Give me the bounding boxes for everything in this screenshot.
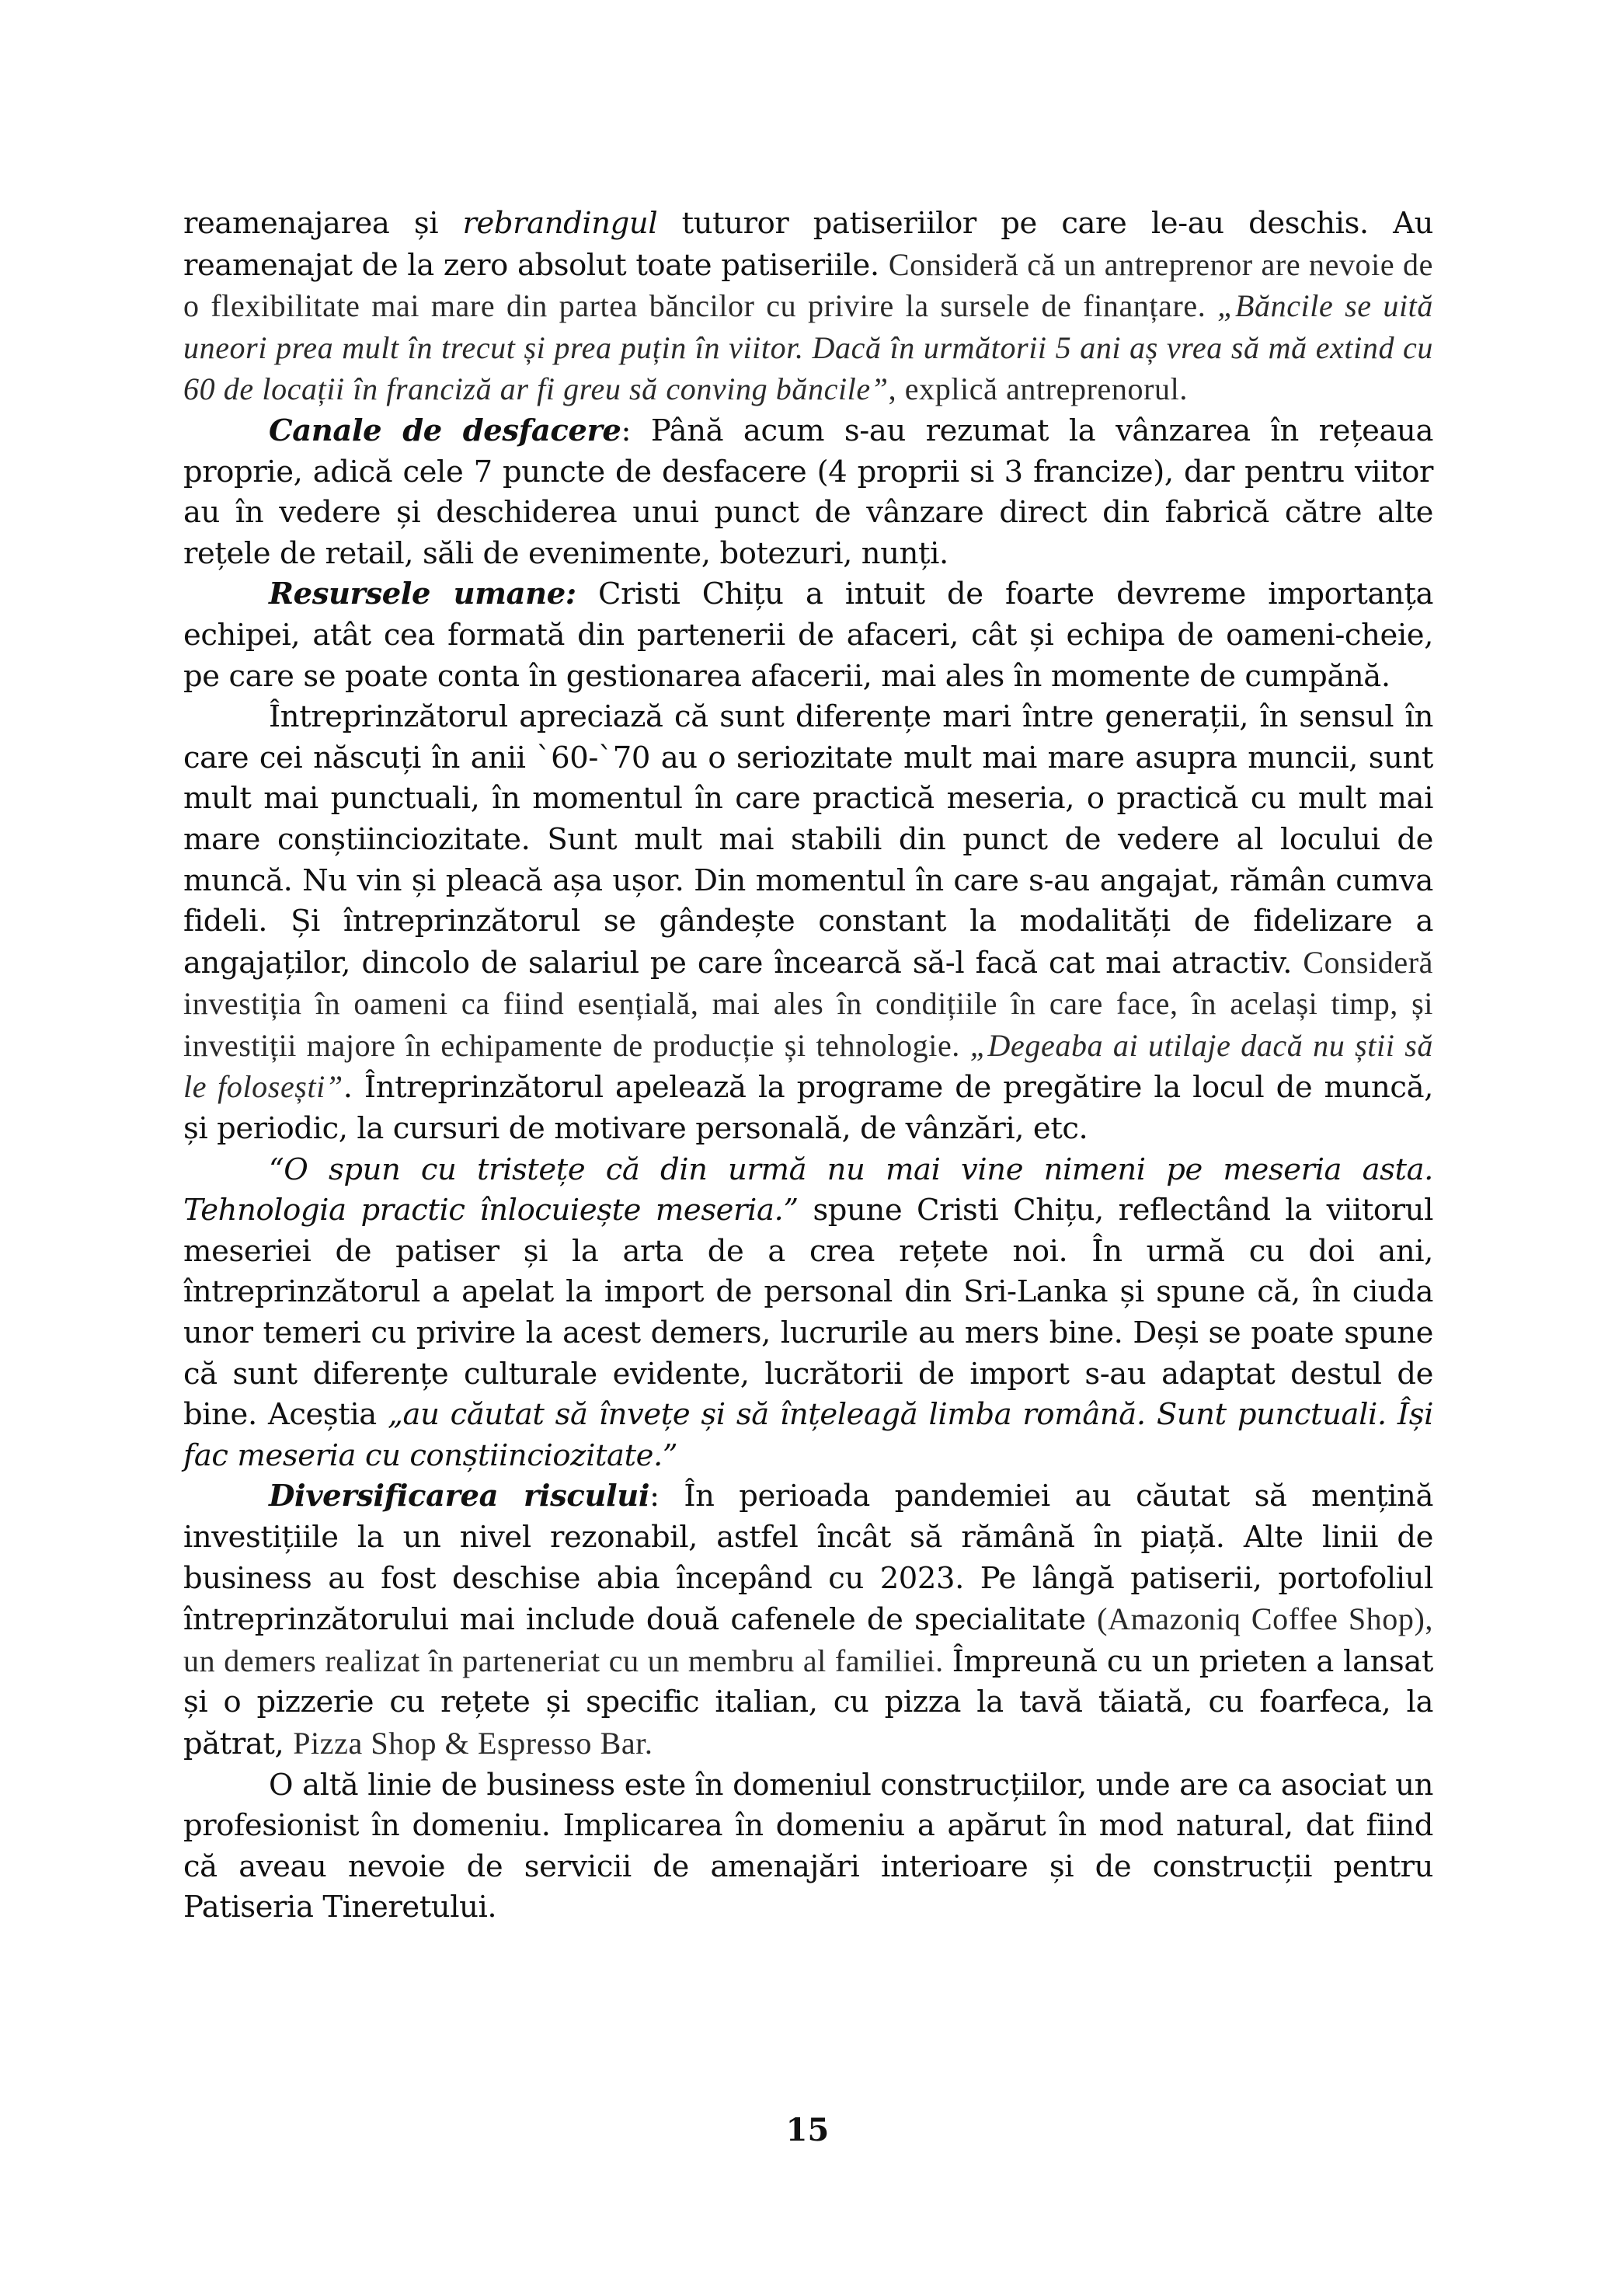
quote-equipment: „Degeaba ai utilaje dacă nu știi să le folosești”	[183, 1027, 1434, 1105]
text-run: spune Cristi Chițu, reflectând la viitorul meseriei de patiser și la arta de a crea rețete noi. În urmă cu doi ani, întreprinzătorul a apelat la import de personal din Sri-Lanka și spune că, în ciuda unor temeri cu privire la acest demers, lucrurile au mers bine. Deși se poate spune că sunt diferențe culturale evidente, lucrătorii de import s-au adaptat destul de bine. Aceștia	[183, 1193, 1433, 1433]
text-run: . Întreprinzătorul apelează la programe de pregătire la locul de muncă, și periodic, la cursuri de motivare personală, de vânzări, etc.	[183, 1070, 1433, 1147]
text-run: : În perioada pandemiei au căutat să mențină investițiile la un nivel rezonabil, astfel încât să rămână în piață. Alte linii de business au fost deschise abia începând cu 2023. Pe lângă patiserii, portofoliul întreprinzătorului mai include două cafenele de specialitate	[183, 1479, 1434, 1638]
paragraph-rebranding	[183, 204, 1433, 411]
quote-sadness: “O spun cu tristețe că din urmă nu mai vine nimeni pe meseria asta. Tehnologia practic înlocuiește meseria.”	[183, 1151, 1433, 1228]
text-run: reamenajarea și	[183, 206, 463, 241]
text-run-light: Consideră că un antreprenor are nevoie de o flexibilitate mai mare din partea băncilor cu privire la sursele de finanțare.	[183, 246, 1433, 324]
text-run: Întreprinzătorul apreciază că sunt diferențe mari între generații, în sensul în care cei născuți în anii `60-`70 au o seriozitate mult mai mare asupra muncii, sunt mult mai punctuali, în momentul în care practică meseria, o practică cu mult mai mare conștiinciozitate. Sunt mult mai stabili din punct de vedere al locului de muncă. Nu vin și pleacă așa ușor. Din momentul în care s-au angajat, rămân cumva fideli. Și întreprinzătorul se gândește constant la modalități de fidelizare a angajaților, dincolo de salariul pe care încearcă să-l facă cat mai atractiv.	[183, 699, 1433, 981]
text-run-light: Pizza Shop & Espresso Bar.	[293, 1725, 653, 1761]
text-run: Împreună cu un prieten a lansat și o pizzerie cu rețete și specific italian, cu pizza la tavă tăiată, cu foarfeca, la pătrat,	[183, 1643, 1434, 1761]
text-run-light: , explică antreprenorul.	[888, 371, 1188, 407]
paragraph-import-workers	[183, 1150, 1433, 1477]
text-run: Cristi Chițu a intuit de foarte devreme importanța echipei, atât cea formată din partenerii de afaceri, cât și echipa de oameni-cheie, pe care se poate conta în gestionarea afacerii, mai ales în momente de cumpănă.	[183, 577, 1433, 694]
text-run-light: (Amazoniq Coffee Shop), un demers realizat în parteneriat cu un membru al familiei.	[183, 1601, 1433, 1678]
text-run-light: Consideră investiția în oameni ca fiind esențială, mai ales în condițiile în care face, în același timp, și investiții majore în echipamente de producție și tehnologie.	[183, 944, 1433, 1063]
paragraph-construction	[183, 1765, 1433, 1928]
paragraph-risk-diversification	[183, 1476, 1433, 1765]
quote-workers: „au căutat să învețe și să înțeleagă limba română. Sunt punctuali. Își fac meseria cu conștiinciozitate.”	[183, 1397, 1433, 1473]
paragraph-human-resources	[183, 574, 1433, 697]
page-number: 15	[785, 2112, 830, 2148]
paragraph-generations	[183, 697, 1433, 1150]
text-run-italic: rebrandingul	[462, 206, 658, 241]
paragraph-sales-channels	[183, 411, 1433, 574]
text-run: tuturor patiseriilor pe care le-au deschis. Au reamenajat de la zero absolut toate patiseriile.	[183, 206, 1433, 283]
section-heading-sales-channels: Canale de desfacere	[269, 413, 621, 448]
text-run: O altă linie de business este în domeniul construcțiilor, unde are ca asociat un profesionist în domeniu. Implicarea în domeniu a apărut în mod natural, dat fiind că aveau nevoie de servicii de amenajări interioare și de construcții pentru Patiseria Tineretului.	[183, 1767, 1433, 1925]
quote-banks: „Băncile se uită uneori prea mult în trecut și prea puțin în viitor. Dacă în următorii 5 ani aș vrea să mă extind cu 60 de locații în franciză ar fi greu să conving băncile”	[183, 288, 1433, 407]
section-heading-risk-diversification: Diversificarea riscului	[269, 1479, 650, 1514]
document-body	[183, 204, 1433, 1928]
section-heading-human-resources: Resursele umane:	[269, 577, 576, 612]
text-run: : Până acum s-au rezumat la vânzarea în rețeaua proprie, adică cele 7 puncte de desfacere (4 proprii si 3 francize), dar pentru viitor au în vedere și deschiderea unui punct de vânzare direct din fabrică către alte rețele de retail, săli de evenimente, botezuri, nunți.	[183, 413, 1433, 571]
